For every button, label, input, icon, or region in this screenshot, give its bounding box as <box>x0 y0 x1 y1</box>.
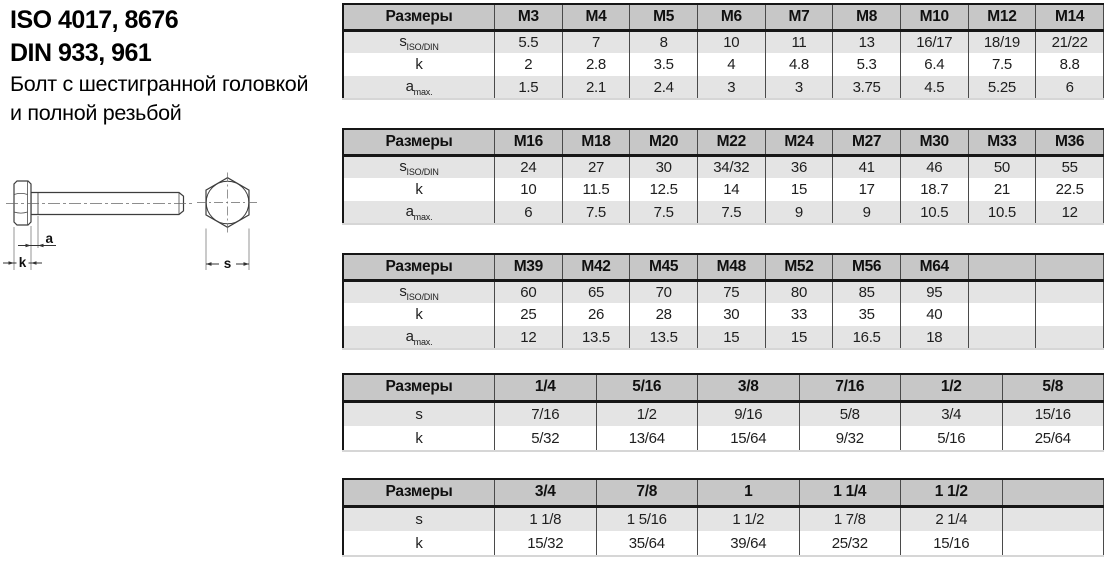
value-cell: 3/4 <box>901 401 1003 426</box>
size-column-header <box>968 254 1036 280</box>
value-cell: 7.5 <box>630 201 698 224</box>
size-column-header: M4 <box>562 4 630 30</box>
value-cell: 80 <box>765 280 833 303</box>
size-column-header: 1/4 <box>495 374 597 401</box>
size-column-header: M3 <box>495 4 563 30</box>
value-cell: 1 1/2 <box>698 506 800 531</box>
size-column-header: M24 <box>765 129 833 155</box>
size-column-header: M33 <box>968 129 1036 155</box>
size-column-header <box>1036 254 1104 280</box>
value-cell: 27 <box>562 155 630 178</box>
table-metric-m16-m36 <box>342 128 1104 225</box>
size-column-header: M42 <box>562 254 630 280</box>
value-cell: 15 <box>765 326 833 349</box>
dim-s-arrow-left <box>206 262 212 266</box>
value-cell: 10 <box>697 30 765 53</box>
value-cell: 21 <box>968 178 1036 201</box>
size-column-header <box>1002 479 1104 506</box>
value-cell: 65 <box>562 280 630 303</box>
value-cell: 2.4 <box>630 76 698 99</box>
row-label-k: k <box>343 178 495 201</box>
value-cell: 7.5 <box>968 53 1036 76</box>
value-cell: 15/64 <box>698 426 800 451</box>
value-cell: 6 <box>495 201 563 224</box>
row-label-k: k <box>343 303 495 326</box>
dimension-label-s: s <box>223 256 232 271</box>
size-column-header: M48 <box>697 254 765 280</box>
value-cell: 5/16 <box>901 426 1003 451</box>
value-cell: 17 <box>833 178 901 201</box>
size-column-header: 5/8 <box>1002 374 1104 401</box>
table-metric-m3-m14 <box>342 3 1104 100</box>
value-cell: 3.75 <box>833 76 901 99</box>
value-cell: 15/16 <box>901 531 1003 556</box>
value-cell: 2 <box>495 53 563 76</box>
table-imperial-14-58 <box>342 373 1104 452</box>
value-cell: 18.7 <box>900 178 968 201</box>
row-label-s: $s_{ISO/DIN}$ <box>343 30 495 53</box>
row-label-a: $a_{max.}$ <box>343 201 495 224</box>
value-cell: 18/19 <box>968 30 1036 53</box>
value-cell: 26 <box>562 303 630 326</box>
value-cell: 25/32 <box>799 531 901 556</box>
value-cell: 5.5 <box>495 30 563 53</box>
value-cell: 8 <box>630 30 698 53</box>
value-cell: 55 <box>1036 155 1104 178</box>
value-cell: 46 <box>900 155 968 178</box>
value-cell: 1.5 <box>495 76 563 99</box>
dimension-table <box>342 373 1104 452</box>
row-label-k: k <box>343 531 495 556</box>
value-cell: 40 <box>900 303 968 326</box>
value-cell: 11 <box>765 30 833 53</box>
value-cell: 12 <box>1036 201 1104 224</box>
size-column-header: 5/16 <box>596 374 698 401</box>
value-cell: 39/64 <box>698 531 800 556</box>
value-cell: 21/22 <box>1036 30 1104 53</box>
value-cell: 4.5 <box>900 76 968 99</box>
value-cell: 28 <box>630 303 698 326</box>
value-cell: 70 <box>630 280 698 303</box>
dimension-table <box>342 478 1104 557</box>
bolt-head <box>14 181 31 225</box>
value-cell: 16.5 <box>833 326 901 349</box>
size-column-header: M5 <box>630 4 698 30</box>
table-corner-header: Размеры <box>343 374 495 401</box>
value-cell: 24 <box>495 155 563 178</box>
value-cell: 8.8 <box>1036 53 1104 76</box>
row-label-s: s <box>343 401 495 426</box>
dim-k-arrow-right <box>31 261 37 265</box>
value-cell: 41 <box>833 155 901 178</box>
value-cell: 12 <box>495 326 563 349</box>
dimension-table <box>342 3 1104 100</box>
size-column-header: 7/8 <box>596 479 698 506</box>
value-cell: 95 <box>900 280 968 303</box>
value-cell: 50 <box>968 155 1036 178</box>
value-cell: 5.25 <box>968 76 1036 99</box>
table-imperial-34-112 <box>342 478 1104 557</box>
size-column-header: M39 <box>495 254 563 280</box>
size-column-header: M56 <box>833 254 901 280</box>
value-cell <box>968 326 1036 349</box>
value-cell: 1 5/16 <box>596 506 698 531</box>
size-column-header: M14 <box>1036 4 1104 30</box>
dimension-label-k: k <box>18 255 27 270</box>
row-label-s: $s_{ISO/DIN}$ <box>343 280 495 303</box>
value-cell: 30 <box>697 303 765 326</box>
value-cell: 25 <box>495 303 563 326</box>
size-column-header: M27 <box>833 129 901 155</box>
value-cell: 15/32 <box>495 531 597 556</box>
value-cell: 1/2 <box>596 401 698 426</box>
size-column-header: M18 <box>562 129 630 155</box>
dimension-label-a: a <box>45 231 54 246</box>
value-cell: 1 7/8 <box>799 506 901 531</box>
value-cell: 1 1/8 <box>495 506 597 531</box>
value-cell: 9/32 <box>799 426 901 451</box>
value-cell: 35 <box>833 303 901 326</box>
dim-a-arrow-left <box>26 244 32 248</box>
value-cell: 5/32 <box>495 426 597 451</box>
table-metric-m39-m64 <box>342 253 1104 350</box>
value-cell: 4.8 <box>765 53 833 76</box>
table-corner-header: Размеры <box>343 479 495 506</box>
value-cell <box>968 280 1036 303</box>
value-cell: 13.5 <box>630 326 698 349</box>
dim-a-arrow-right <box>38 244 44 248</box>
value-cell: 13.5 <box>562 326 630 349</box>
value-cell <box>1036 326 1104 349</box>
value-cell: 10.5 <box>900 201 968 224</box>
size-column-header: M7 <box>765 4 833 30</box>
size-column-header: M52 <box>765 254 833 280</box>
value-cell: 2.8 <box>562 53 630 76</box>
value-cell: 22.5 <box>1036 178 1104 201</box>
size-column-header: M64 <box>900 254 968 280</box>
size-column-header: 3/4 <box>495 479 597 506</box>
description-line-2: и полной резьбой <box>10 101 182 125</box>
dim-k-arrow-left <box>9 261 15 265</box>
table-corner-header: Размеры <box>343 254 495 280</box>
value-cell: 85 <box>833 280 901 303</box>
size-column-header: M20 <box>630 129 698 155</box>
table-corner-header: Размеры <box>343 129 495 155</box>
value-cell: 16/17 <box>900 30 968 53</box>
value-cell: 7 <box>562 30 630 53</box>
value-cell: 10 <box>495 178 563 201</box>
value-cell: 11.5 <box>562 178 630 201</box>
value-cell: 75 <box>697 280 765 303</box>
value-cell: 5.3 <box>833 53 901 76</box>
row-label-k: k <box>343 53 495 76</box>
dimension-table <box>342 253 1104 350</box>
value-cell: 13 <box>833 30 901 53</box>
row-label-a: $a_{max.}$ <box>343 76 495 99</box>
value-cell: 2.1 <box>562 76 630 99</box>
row-label-s: $s_{ISO/DIN}$ <box>343 155 495 178</box>
value-cell <box>1002 506 1104 531</box>
size-column-header: 1 <box>698 479 800 506</box>
value-cell: 6.4 <box>900 53 968 76</box>
size-column-header: 1 1/4 <box>799 479 901 506</box>
value-cell: 4 <box>697 53 765 76</box>
value-cell: 15 <box>765 178 833 201</box>
size-column-header: M6 <box>697 4 765 30</box>
size-column-header: M12 <box>968 4 1036 30</box>
table-corner-header: Размеры <box>343 4 495 30</box>
size-column-header: M16 <box>495 129 563 155</box>
value-cell <box>1036 303 1104 326</box>
value-cell: 7.5 <box>562 201 630 224</box>
value-cell: 9/16 <box>698 401 800 426</box>
size-column-header: M36 <box>1036 129 1104 155</box>
value-cell: 3 <box>697 76 765 99</box>
value-cell: 6 <box>1036 76 1104 99</box>
value-cell: 36 <box>765 155 833 178</box>
din-standards-title: DIN 933, 961 <box>10 39 152 67</box>
value-cell: 15/16 <box>1002 401 1104 426</box>
description-line-1: Болт с шестигранной головкой <box>10 72 309 96</box>
value-cell: 2 1/4 <box>901 506 1003 531</box>
value-cell: 15 <box>697 326 765 349</box>
value-cell: 9 <box>765 201 833 224</box>
row-label-a: $a_{max.}$ <box>343 326 495 349</box>
value-cell <box>1002 531 1104 556</box>
value-cell: 18 <box>900 326 968 349</box>
size-column-header: M45 <box>630 254 698 280</box>
value-cell: 7/16 <box>495 401 597 426</box>
dimension-table <box>342 128 1104 225</box>
value-cell: 30 <box>630 155 698 178</box>
value-cell: 25/64 <box>1002 426 1104 451</box>
size-column-header: 7/16 <box>799 374 901 401</box>
value-cell: 34/32 <box>697 155 765 178</box>
size-column-header: M10 <box>900 4 968 30</box>
row-label-s: s <box>343 506 495 531</box>
size-column-header: M8 <box>833 4 901 30</box>
value-cell: 35/64 <box>596 531 698 556</box>
row-label-k: k <box>343 426 495 451</box>
value-cell <box>1036 280 1104 303</box>
value-cell: 3 <box>765 76 833 99</box>
value-cell: 33 <box>765 303 833 326</box>
size-column-header: M22 <box>697 129 765 155</box>
value-cell: 13/64 <box>596 426 698 451</box>
size-column-header: 1/2 <box>901 374 1003 401</box>
title-block <box>10 4 308 128</box>
size-column-header: M30 <box>900 129 968 155</box>
value-cell <box>968 303 1036 326</box>
value-cell: 60 <box>495 280 563 303</box>
value-cell: 7.5 <box>697 201 765 224</box>
bolt-technical-drawing <box>0 170 270 285</box>
size-column-header: 1 1/2 <box>901 479 1003 506</box>
iso-standards-title: ISO 4017, 8676 <box>10 6 179 34</box>
value-cell: 9 <box>833 201 901 224</box>
value-cell: 3.5 <box>630 53 698 76</box>
value-cell: 5/8 <box>799 401 901 426</box>
value-cell: 14 <box>697 178 765 201</box>
size-column-header: 3/8 <box>698 374 800 401</box>
value-cell: 10.5 <box>968 201 1036 224</box>
dim-s-arrow-right <box>244 262 250 266</box>
value-cell: 12.5 <box>630 178 698 201</box>
